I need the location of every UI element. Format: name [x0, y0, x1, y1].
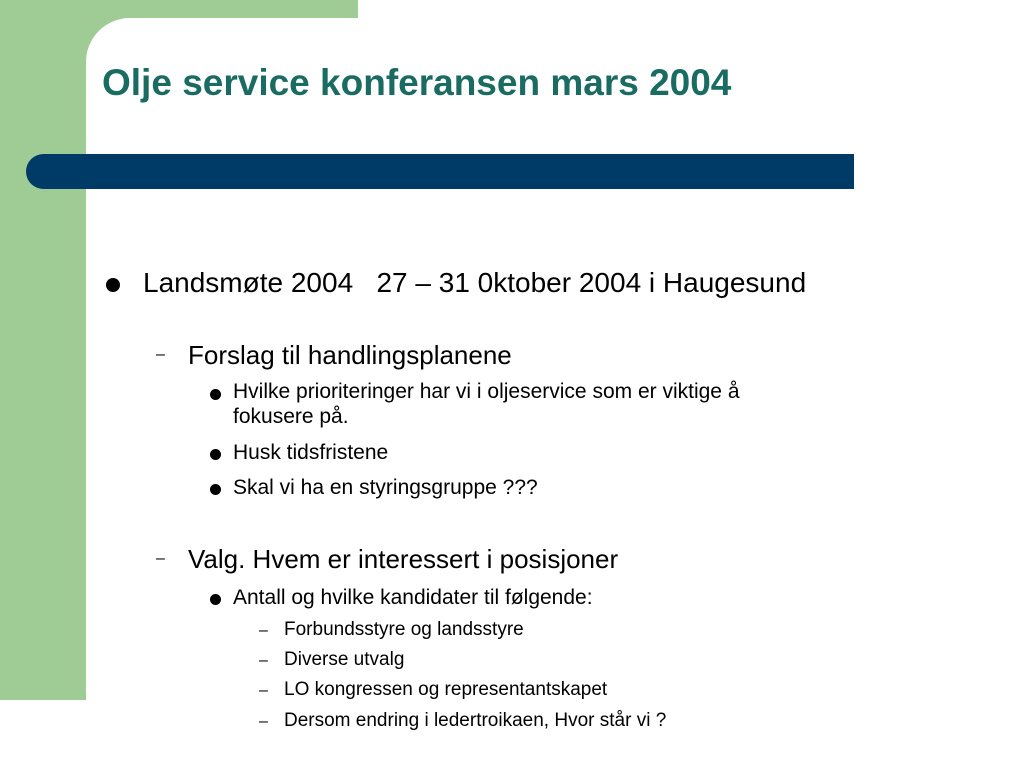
main-bullet-text: Landsmøte 2004 27 – 31 0ktober 2004 i Haugesund [143, 267, 807, 298]
dash-icon: – [156, 550, 165, 567]
section1-item-line2: fokusere på. [233, 405, 349, 428]
bullet-dot-icon [210, 389, 221, 400]
dash-icon: – [259, 652, 268, 669]
slide-title: Olje service konferansen mars 2004 [102, 62, 732, 103]
dash-icon: – [259, 622, 268, 639]
title-underline-bar [26, 154, 854, 189]
bullet-dot-icon [210, 449, 221, 460]
section2-item: Antall og hvilke kandidater til følgende: [233, 586, 593, 609]
section1-heading: Forslag til handlingsplanene [188, 340, 512, 370]
section2-heading: Valg. Hvem er interessert i posisjoner [188, 544, 619, 574]
section1-item-2: Husk tidsfristene [233, 441, 389, 464]
bullet-dot-icon [210, 484, 221, 495]
dash-icon: – [259, 682, 268, 699]
section2-subitem-2: LO kongressen og representantskapet [284, 679, 608, 700]
dash-icon: – [156, 346, 165, 363]
bullet-dot-icon [106, 278, 120, 292]
section2-subitem-3: Dersom endring i ledertroikaen, Hvor står vi ? [284, 710, 667, 731]
section2-subitem-0: Forbundsstyre og landsstyre [284, 619, 524, 640]
section1-item-line1: Hvilke prioriteringer har vi i oljeservice som er viktige å [233, 380, 740, 403]
bullet-dot-icon [210, 594, 221, 605]
dash-icon: – [259, 713, 268, 730]
decorative-green-left-band [0, 0, 86, 700]
section2-subitem-1: Diverse utvalg [284, 649, 405, 670]
section1-item-3: Skal vi ha en styringsgruppe ??? [233, 476, 538, 499]
